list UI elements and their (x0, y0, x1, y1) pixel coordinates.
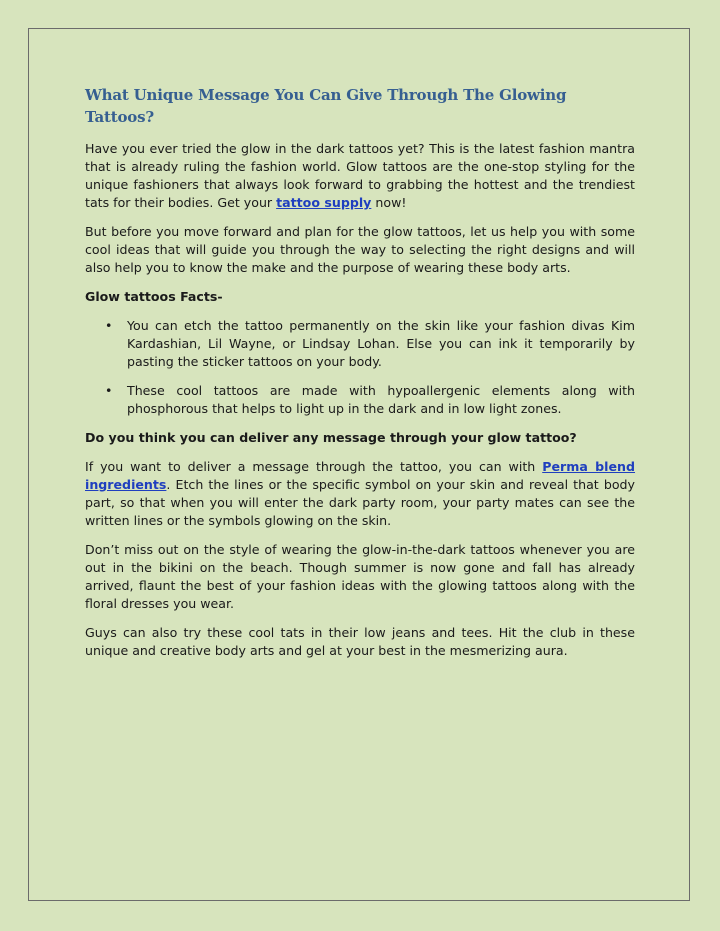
facts-list (85, 317, 635, 418)
question-heading: Do you think you can deliver any message through your glow tattoo? (85, 430, 577, 445)
message-text-end: . Etch the lines or the specific symbol on your skin and reveal that body part, so that when you will enter the dark party room, your party mates can see the written lines or the symbols glowing on the skin. (85, 477, 635, 528)
intro-text: Have you ever tried the glow in the dark tattoos yet? This is the latest fashion mantra that is already ruling the fashion world. Glow tattoos are the one-stop styling for the unique fashioners that always look forward to grabbing the hottest and the trendiest tats for their bodies. Get your (85, 141, 635, 210)
list-item-text: You can etch the tattoo permanently on the skin like your fashion divas Kim Kardashian, Lil Wayne, or Lindsay Lohan. Else you can ink it temporarily by pasting the sticker tattoos on your body. (127, 318, 635, 369)
closing-paragraph: Guys can also try these cool tats in their low jeans and tees. Hit the club in these unique and creative body arts and gel at your best in the mesmerizing aura. (85, 625, 635, 658)
document-body (85, 84, 635, 671)
message-paragraph (85, 458, 635, 530)
list-item (85, 317, 635, 371)
message-text: If you want to deliver a message through the tattoo, you can with (85, 459, 543, 474)
perma-blend-link[interactable]: Perma blend ingredients (85, 459, 636, 492)
intro-text-end: now! (371, 195, 407, 210)
bullet-icon: • (105, 383, 113, 398)
intro-paragraph (85, 140, 635, 212)
style-paragraph: Don’t miss out on the style of wearing the glow-in-the-dark tattoos whenever you are out in the bikini on the beach. Though summer is now gone and fall has already arrived, flaunt the best of your fashion ideas with the glowing tattoos along with the floral dresses you wear. (85, 542, 635, 611)
page-title: What Unique Message You Can Give Through The Glowing Tattoos? (85, 86, 567, 126)
facts-heading: Glow tattoos Facts- (85, 289, 223, 304)
tattoo-supply-link[interactable]: tattoo supply (276, 195, 372, 210)
list-item (85, 382, 635, 418)
bullet-icon: • (105, 318, 113, 333)
list-item-text: These cool tattoos are made with hypoallergenic elements along with phosphorous that helps to light up in the dark and in low light zones. (127, 383, 635, 416)
planning-paragraph: But before you move forward and plan for the glow tattoos, let us help you with some cool ideas that will guide you through the way to selecting the right designs and will also help you to know the make and the purpose of wearing these body arts. (85, 224, 635, 275)
